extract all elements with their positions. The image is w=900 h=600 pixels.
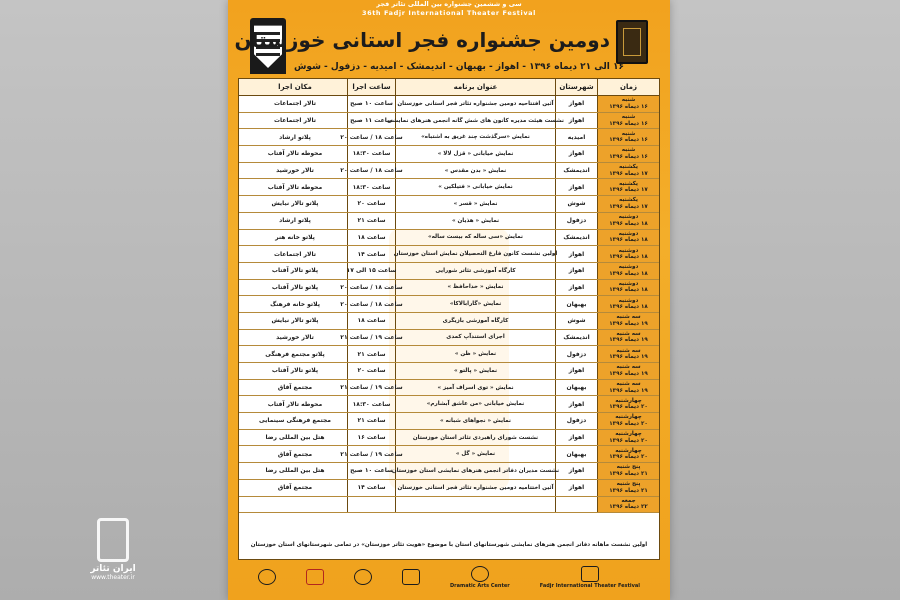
table-row bbox=[239, 497, 659, 514]
row-day: شنبه bbox=[621, 147, 636, 154]
row-city: اهواز bbox=[555, 363, 597, 379]
row-date bbox=[597, 463, 659, 479]
row-date-value: ۱۹ دیماه ۱۳۹۶ bbox=[609, 337, 648, 344]
row-program: نمایش « خداحافظ » bbox=[395, 280, 555, 296]
row-date-value: ۱۸ دیماه ۱۳۹۶ bbox=[609, 254, 648, 261]
row-time: ساعت ۱۸:۳۰ bbox=[347, 179, 395, 195]
row-date bbox=[597, 196, 659, 212]
watermark-url: www.theater.ir bbox=[91, 574, 135, 581]
row-day: دوشنبه bbox=[618, 280, 639, 287]
watermark-name: ایران تئاتر bbox=[90, 564, 136, 574]
row-city: اهواز bbox=[555, 263, 597, 279]
row-venue: مجتمع فرهنگی سینمایی bbox=[259, 417, 332, 425]
row-program: نمایش « توی اسراف آمیز » bbox=[395, 380, 555, 396]
row-date bbox=[597, 213, 659, 229]
row-city: اهواز bbox=[555, 430, 597, 446]
table-row bbox=[239, 263, 659, 280]
row-city: اهواز bbox=[555, 113, 597, 129]
row-date-value: ۲۲ دیماه ۱۳۹۶ bbox=[609, 504, 648, 511]
row-venue: پلاتو تالار نیایش bbox=[271, 317, 319, 325]
row-date-value: ۱۹ دیماه ۱۳۹۶ bbox=[609, 354, 648, 361]
row-day: چهارشنبه bbox=[615, 414, 642, 421]
row-city: شوش bbox=[555, 196, 597, 212]
row-time: ساعت ۱۸ / ساعت ۲۰ bbox=[347, 129, 395, 145]
row-program: نشست مدیران دفاتر انجمن هنرهای نمایشی استان خوزستان bbox=[395, 463, 555, 479]
table-row bbox=[239, 163, 659, 180]
sponsor-logo bbox=[258, 569, 276, 586]
row-city: بهبهان bbox=[555, 296, 597, 312]
table-row bbox=[239, 446, 659, 463]
row-date-value: ۱۷ دیماه ۱۳۹۶ bbox=[609, 203, 648, 210]
row-program: کارگاه آموزشی تئاتر شورایی bbox=[395, 263, 555, 279]
row-city: بهبهان bbox=[555, 380, 597, 396]
row-time: ساعت ۱۰ صبح bbox=[347, 463, 395, 479]
table-row bbox=[239, 213, 659, 230]
row-city: دزفول bbox=[555, 346, 597, 362]
row-city: اهواز bbox=[555, 480, 597, 496]
row-venue: پلاتو خانه هنر bbox=[275, 233, 315, 241]
row-date bbox=[597, 246, 659, 262]
row-day: شنبه bbox=[621, 114, 636, 121]
table-row bbox=[239, 296, 659, 313]
table-row bbox=[239, 413, 659, 430]
sponsor-logo-6-icon bbox=[258, 569, 276, 585]
row-venue: پلاتو تالار آفتاب bbox=[271, 267, 319, 275]
row-day: سه شنبه bbox=[616, 364, 641, 371]
row-time: ساعت ۲۱ bbox=[347, 213, 395, 229]
row-program: نمایش « هذیان » bbox=[395, 213, 555, 229]
row-program: نمایش «سرگذشت چند غریق به اشتباه» bbox=[395, 129, 555, 145]
row-date bbox=[597, 480, 659, 496]
row-venue: محوطه تالار آفتاب bbox=[267, 183, 323, 191]
row-date-value: ۲۰ دیماه ۱۳۹۶ bbox=[609, 454, 648, 461]
row-time bbox=[347, 497, 395, 513]
table-row bbox=[239, 280, 659, 297]
footnote: اولین نشست ماهانه دفاتر انجمن هنرهای نمایشی شهرستانهای استان با موضوع «هویت تئاتر خوزستان» در تمامی شهرستانهای استان خوزستان bbox=[250, 542, 648, 548]
row-time: ساعت ۱۸ / ساعت ۲۰ bbox=[347, 280, 395, 296]
row-day: شنبه bbox=[621, 97, 636, 104]
row-time: ساعت ۱۰ صبح bbox=[347, 96, 395, 112]
row-date bbox=[597, 163, 659, 179]
row-date bbox=[597, 380, 659, 396]
top-persian-line: سی و ششمین جشنواره بین المللی تئاتر فجر bbox=[376, 0, 522, 8]
row-city: اندیمشک bbox=[555, 330, 597, 346]
row-date-value: ۱۹ دیماه ۱۳۹۶ bbox=[609, 320, 648, 327]
festival-logo-icon bbox=[581, 566, 599, 582]
row-venue bbox=[243, 497, 347, 513]
row-program: نشست شورای راهبردی تئاتر استان خوزستان bbox=[395, 430, 555, 446]
row-date-value: ۱۶ دیماه ۱۳۹۶ bbox=[609, 103, 648, 110]
row-program: نمایش خیابانی « قزل لالا » bbox=[395, 146, 555, 162]
row-date-value: ۱۹ دیماه ۱۳۹۶ bbox=[609, 387, 648, 394]
row-date bbox=[597, 430, 659, 446]
row-venue: تالار اجتماعات bbox=[274, 250, 317, 258]
row-city: اندیمشک bbox=[555, 163, 597, 179]
table-row bbox=[239, 113, 659, 130]
row-time: ساعت ۱۹ / ساعت ۲۱ bbox=[347, 446, 395, 462]
row-program: نمایش « پالتو » bbox=[395, 363, 555, 379]
row-city: اهواز bbox=[555, 96, 597, 112]
row-day: یکشنبه bbox=[619, 180, 639, 187]
row-day: چهارشنبه bbox=[615, 447, 642, 454]
row-program: نمایش « نجواهای شبانه » bbox=[395, 413, 555, 429]
row-venue: محوطه تالار آفتاب bbox=[267, 400, 323, 408]
row-venue: مجتمع آفاق bbox=[277, 484, 313, 492]
table-row bbox=[239, 230, 659, 247]
row-day: جمعه bbox=[621, 497, 636, 504]
row-city: اهواز bbox=[555, 463, 597, 479]
row-date-value: ۱۸ دیماه ۱۳۹۶ bbox=[609, 304, 648, 311]
row-day: سه شنبه bbox=[616, 347, 641, 354]
row-program: نمایش « گل » bbox=[395, 446, 555, 462]
row-date-value: ۱۹ دیماه ۱۳۹۶ bbox=[609, 370, 648, 377]
row-time: ساعت ۱۴ bbox=[347, 480, 395, 496]
table-row bbox=[239, 346, 659, 363]
festival-poster bbox=[228, 0, 670, 600]
row-venue: تالار اجتماعات bbox=[274, 117, 317, 125]
table-row bbox=[239, 330, 659, 347]
row-program: نمایش خیابانی « فتیلکین » bbox=[395, 179, 555, 195]
sponsor-label: Fadjr International Theater Festival bbox=[539, 582, 640, 589]
row-date bbox=[597, 396, 659, 412]
row-date bbox=[597, 497, 659, 513]
row-date-value: ۱۸ دیماه ۱۳۹۶ bbox=[609, 270, 648, 277]
row-city: شوش bbox=[555, 313, 597, 329]
row-day: دوشنبه bbox=[618, 247, 639, 254]
row-program: اجرای استندآپ کمدی bbox=[395, 330, 555, 346]
row-city: بهبهان bbox=[555, 446, 597, 462]
row-city: اهواز bbox=[555, 396, 597, 412]
header-time: ساعت اجرا bbox=[347, 79, 395, 95]
row-date bbox=[597, 296, 659, 312]
row-venue: پلاتو ارشاد bbox=[279, 133, 311, 141]
row-program: نمایش « قسر » bbox=[395, 196, 555, 212]
row-time: ساعت ۱۶ bbox=[347, 430, 395, 446]
row-time: ساعت ۲۱ bbox=[347, 413, 395, 429]
row-venue: تالار خورشید bbox=[276, 167, 314, 175]
row-date bbox=[597, 280, 659, 296]
poster-title: دومین جشنواره فجر استانی خوزستان bbox=[234, 28, 610, 52]
row-date-value: ۲۱ دیماه ۱۳۹۶ bbox=[609, 487, 648, 494]
row-program: نمایش « بدن مقدس » bbox=[395, 163, 555, 179]
poster-dates: ۱۶ الی ۲۱ دیماه ۱۳۹۶ - اهواز - بهبهان - اندیمشک - امیدیه - دزفول - شوش bbox=[294, 62, 624, 72]
row-program: نمایش « ظن » bbox=[395, 346, 555, 362]
row-date bbox=[597, 413, 659, 429]
sponsor-logo bbox=[306, 569, 324, 586]
row-date-value: ۲۱ دیماه ۱۳۹۶ bbox=[609, 470, 648, 477]
row-date-value: ۱۷ دیماه ۱۳۹۶ bbox=[609, 187, 648, 194]
row-venue: پلاتو مجتمع فرهنگی bbox=[265, 350, 325, 358]
table-row bbox=[239, 430, 659, 447]
row-city: اهواز bbox=[555, 179, 597, 195]
row-city bbox=[555, 497, 597, 513]
row-city: اهواز bbox=[555, 246, 597, 262]
table-row bbox=[239, 463, 659, 480]
row-day: پنج شنبه bbox=[616, 481, 641, 488]
row-time: ساعت ۱۸ bbox=[347, 313, 395, 329]
row-program: اولین نشست کانون فارغ التحصیلان نمایش استان خوزستان bbox=[395, 246, 555, 262]
row-venue: هتل بین المللی رضا bbox=[265, 467, 325, 475]
sponsor-bar bbox=[258, 562, 640, 592]
row-date-value: ۲۰ دیماه ۱۳۹۶ bbox=[609, 420, 648, 427]
row-date-value: ۱۷ دیماه ۱۳۹۶ bbox=[609, 170, 648, 177]
top-english-line: 36th Fadjr International Theater Festival bbox=[361, 9, 536, 17]
row-city: اهواز bbox=[555, 146, 597, 162]
iran-theater-logo-icon bbox=[97, 518, 129, 562]
sponsor-logo-5-icon bbox=[306, 569, 324, 585]
row-date bbox=[597, 129, 659, 145]
row-city: دزفول bbox=[555, 413, 597, 429]
row-program: آئین افتتاحیه دومین جشنواره تئاتر فجر استانی خوزستان bbox=[395, 96, 555, 112]
site-watermark bbox=[88, 518, 138, 588]
sponsor-logo bbox=[402, 569, 420, 586]
row-date-value: ۱۶ دیماه ۱۳۹۶ bbox=[609, 153, 648, 160]
row-day: سه شنبه bbox=[616, 381, 641, 388]
header-city: شهرستان bbox=[555, 79, 597, 95]
row-day: دوشنبه bbox=[618, 297, 639, 304]
row-venue: پلاتو ارشاد bbox=[279, 217, 311, 225]
row-date bbox=[597, 179, 659, 195]
sponsor-logo-4-icon bbox=[354, 569, 372, 585]
row-program: نشست هیئت مدیره کانون های شش گانه انجمن هنرهای نمایشی bbox=[395, 113, 555, 129]
row-city: دزفول bbox=[555, 213, 597, 229]
row-day: یکشنبه bbox=[619, 197, 639, 204]
row-date bbox=[597, 313, 659, 329]
row-city: اندیمشک bbox=[555, 230, 597, 246]
row-date bbox=[597, 330, 659, 346]
row-venue: پلاتو تالار نیایش bbox=[271, 200, 319, 208]
sponsor-label: Dramatic Arts Center bbox=[450, 582, 510, 589]
sponsor-logo bbox=[450, 566, 510, 589]
row-day: دوشنبه bbox=[618, 214, 639, 221]
table-row bbox=[239, 480, 659, 497]
sponsor-logo bbox=[540, 566, 640, 589]
row-time: ساعت ۲۰ bbox=[347, 196, 395, 212]
row-program: آئین اختتامیه دومین جشنواره تئاتر فجر استانی خوزستان bbox=[395, 480, 555, 496]
row-day: سه شنبه bbox=[616, 314, 641, 321]
header-venue: مکان اجرا bbox=[278, 83, 312, 91]
row-date bbox=[597, 363, 659, 379]
row-date bbox=[597, 146, 659, 162]
header-date: زمان bbox=[597, 79, 659, 95]
row-time: ساعت ۱۵ الی ۱۷ bbox=[347, 263, 395, 279]
row-time: ساعت ۱۸ bbox=[347, 230, 395, 246]
row-city: امیدیه bbox=[555, 129, 597, 145]
row-venue: هتل بین المللی رضا bbox=[265, 434, 325, 442]
row-venue: پلاتو تالار آفتاب bbox=[271, 367, 319, 375]
schedule-table bbox=[238, 78, 660, 560]
row-date-value: ۱۸ دیماه ۱۳۹۶ bbox=[609, 237, 648, 244]
row-day: چهارشنبه bbox=[615, 397, 642, 404]
row-date-value: ۲۰ دیماه ۱۳۹۶ bbox=[609, 404, 648, 411]
row-time: ساعت ۱۹ / ساعت ۲۱ bbox=[347, 330, 395, 346]
row-program: کارگاه آموزشی بازیگری bbox=[395, 313, 555, 329]
row-time: ساعت ۱۸ / ساعت ۲۰ bbox=[347, 296, 395, 312]
row-time: ساعت ۱۸:۳۰ bbox=[347, 396, 395, 412]
table-row bbox=[239, 380, 659, 397]
dac-logo-icon bbox=[471, 566, 489, 582]
row-day: چهارشنبه bbox=[615, 431, 642, 438]
header-program: عنوان برنامه bbox=[395, 79, 555, 95]
table-row bbox=[239, 129, 659, 146]
row-time: ساعت ۲۰ bbox=[347, 363, 395, 379]
row-venue: پلاتو خانه فرهنگ bbox=[270, 300, 320, 308]
table-header bbox=[239, 79, 659, 96]
row-venue: محوطه تالار آفتاب bbox=[267, 150, 323, 158]
table-body bbox=[239, 96, 659, 513]
table-row bbox=[239, 179, 659, 196]
row-venue: تالار اجتماعات bbox=[274, 100, 317, 108]
row-date-value: ۱۶ دیماه ۱۳۹۶ bbox=[609, 137, 648, 144]
table-row bbox=[239, 396, 659, 413]
table-row bbox=[239, 196, 659, 213]
row-program: نمایش «سی ساله که بیست ساله» bbox=[395, 230, 555, 246]
row-time: ساعت ۱۸:۳۰ bbox=[347, 146, 395, 162]
row-date bbox=[597, 96, 659, 112]
row-day: پنج شنبه bbox=[616, 464, 641, 471]
row-time: ساعت ۱۱ صبح bbox=[347, 113, 395, 129]
row-venue: پلاتو تالار آفتاب bbox=[271, 283, 319, 291]
row-program bbox=[395, 497, 555, 513]
row-program: نمایش خیابانی «من عاشق آبشارم» bbox=[395, 396, 555, 412]
row-date-value: ۱۸ دیماه ۱۳۹۶ bbox=[609, 287, 648, 294]
row-day: یکشنبه bbox=[619, 164, 639, 171]
table-row bbox=[239, 363, 659, 380]
table-row bbox=[239, 146, 659, 163]
row-city: اهواز bbox=[555, 280, 597, 296]
row-venue: مجتمع آفاق bbox=[277, 384, 313, 392]
festival-emblem-icon bbox=[616, 20, 648, 64]
sponsor-logo-3-icon bbox=[402, 569, 420, 585]
row-date bbox=[597, 113, 659, 129]
row-day: دوشنبه bbox=[618, 230, 639, 237]
row-day: سه شنبه bbox=[616, 330, 641, 337]
row-date-value: ۲۰ دیماه ۱۳۹۶ bbox=[609, 437, 648, 444]
row-time: ساعت ۱۴ bbox=[347, 246, 395, 262]
row-venue: مجتمع آفاق bbox=[277, 450, 313, 458]
row-day: شنبه bbox=[621, 130, 636, 137]
row-venue: تالار خورشید bbox=[276, 333, 314, 341]
row-date bbox=[597, 446, 659, 462]
row-time: ساعت ۲۱ bbox=[347, 346, 395, 362]
sponsor-logo bbox=[354, 569, 372, 586]
row-date-value: ۱۶ دیماه ۱۳۹۶ bbox=[609, 120, 648, 127]
row-time: ساعت ۱۸ / ساعت ۲۰ bbox=[347, 163, 395, 179]
row-date bbox=[597, 263, 659, 279]
row-time: ساعت ۱۹ / ساعت ۲۱ bbox=[347, 380, 395, 396]
row-day: دوشنبه bbox=[618, 264, 639, 271]
row-date-value: ۱۸ دیماه ۱۳۹۶ bbox=[609, 220, 648, 227]
row-date bbox=[597, 230, 659, 246]
row-date bbox=[597, 346, 659, 362]
top-strip bbox=[228, 0, 670, 20]
table-row bbox=[239, 96, 659, 113]
table-row bbox=[239, 313, 659, 330]
table-row bbox=[239, 246, 659, 263]
row-program: نمایش «گارابالاکا» bbox=[395, 296, 555, 312]
